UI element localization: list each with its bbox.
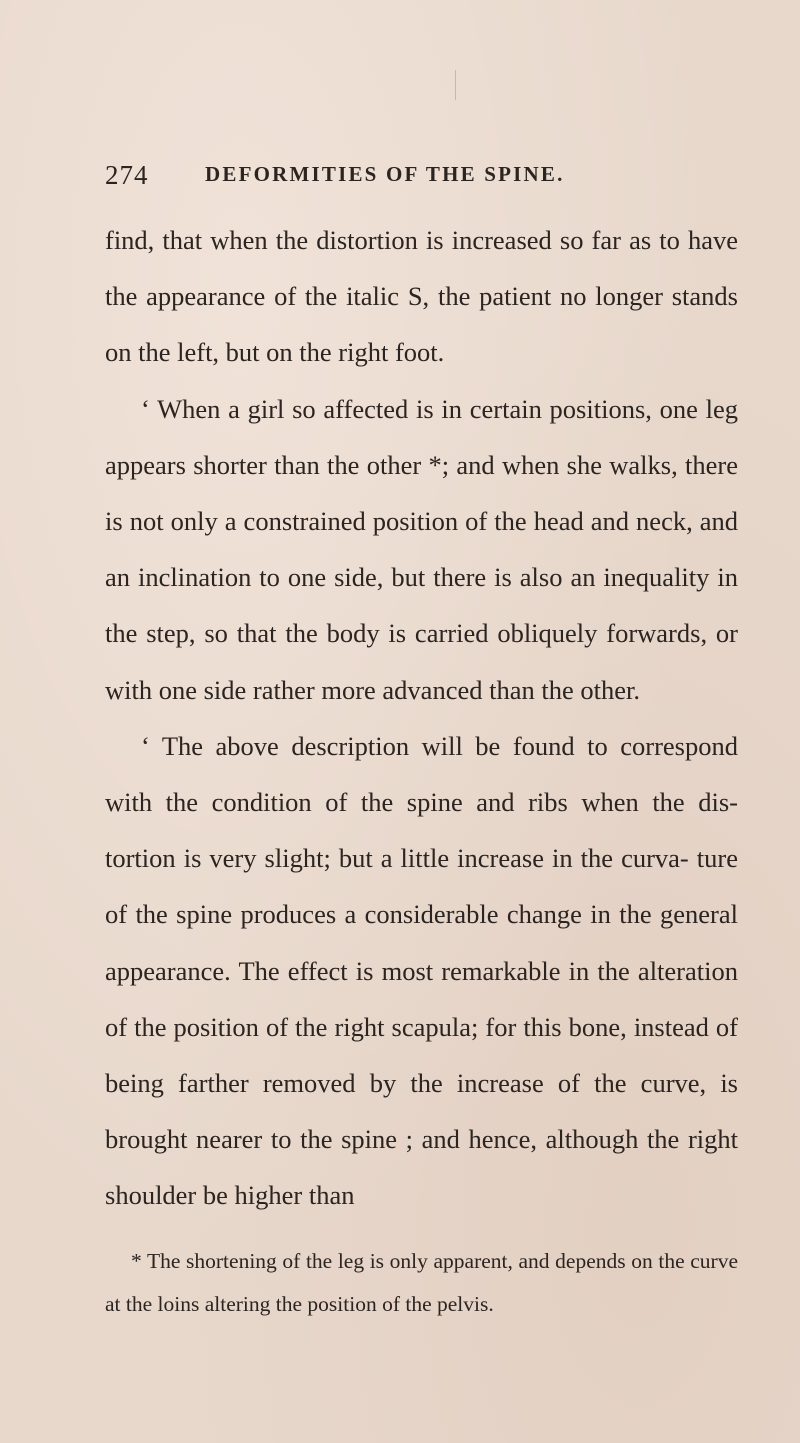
paragraph-2: ‘ When a girl so affected is in certain positions, one leg appears shorter than the other *; and when she walks, there is not only a constrained position of the head and neck, and an inclination to one side, but there is also an inequality in the step, so that the body is carried obliquely forwards, or with one side rather more advanced than the other.	[105, 393, 738, 705]
page-header	[105, 160, 745, 200]
footnote-text: * The shortening of the leg is only apparent, and depends on the curve at the loins altering the position of the pelvis.	[105, 1249, 738, 1316]
paragraph-3: ‘ The above description will be found to correspond with the condition of the spine and ribs when the dis- tortion is very slight; but a little increase in the curva- ture of the spine produces a considerable change in the general appearance. The effect is most remarkable in the alteration of the position of the right scapula; for this bone, instead of being farther removed by the increase of the curve, is brought nearer to the spine ; and hence, although the right shoulder be higher than	[105, 730, 738, 1211]
paper-mark	[455, 70, 456, 100]
paragraph-1: find, that when the distortion is increased so far as to have the appearance of the italic S, the patient no longer stands on the left, but on the right foot.	[105, 225, 738, 368]
footnote	[105, 1240, 738, 1326]
running-head: DEFORMITIES OF THE SPINE.	[205, 162, 565, 186]
page-number: 274	[105, 160, 149, 190]
body-text	[105, 212, 738, 1224]
